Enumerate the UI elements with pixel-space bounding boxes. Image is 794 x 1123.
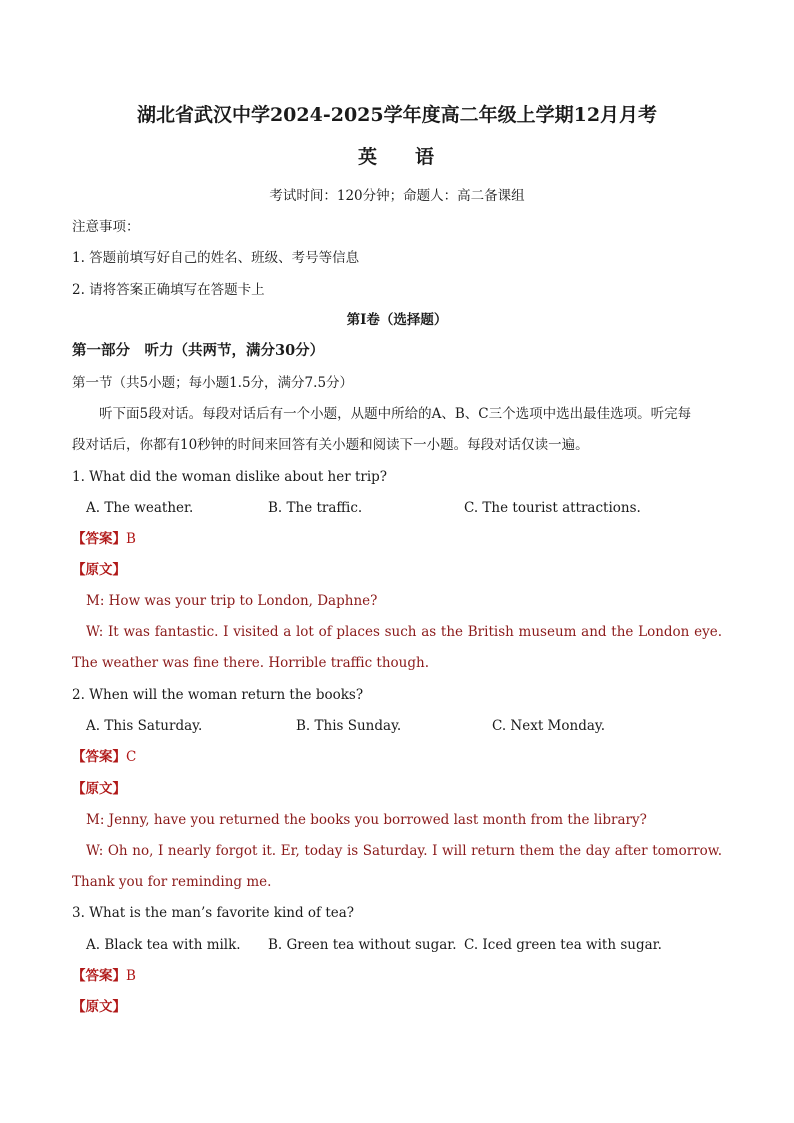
part1-title: 第一部分 听力（共两节，满分30分）	[72, 342, 325, 359]
q2-answer	[72, 748, 136, 766]
answer-label: 【答案】	[72, 749, 126, 765]
answer-label: 【答案】	[72, 968, 126, 984]
q2-option-b: B. This Sunday.	[296, 718, 402, 734]
question-2: 2. When will the woman return the books?	[72, 687, 364, 703]
q3-option-c: C. Iced green tea with sugar.	[464, 937, 662, 953]
q2-transcript-line-2: W: Oh no, I nearly forgot it. Er, today is Saturday. I will return them the day after tomorrow. Thank you for reminding me.	[72, 843, 722, 890]
notes-item-2: 2. 请将答案正确填写在答题卡上	[72, 282, 265, 298]
q3-answer-value: B	[126, 968, 136, 984]
subject-char-2: 语	[415, 146, 437, 168]
question-1: 1. What did the woman dislike about her trip?	[72, 469, 388, 485]
section1-title: 第一节（共5小题；每小题1.5分，满分7.5分）	[72, 375, 354, 391]
subject-title	[0, 148, 794, 166]
notes-heading: 注意事项：	[72, 219, 140, 235]
q2-option-c: C. Next Monday.	[492, 718, 606, 734]
volume-title: 第I卷（选择题）	[346, 312, 448, 328]
q1-option-b: B. The traffic.	[268, 500, 363, 516]
q1-transcript-line-2: W: It was fantastic. I visited a lot of places such as the British museum and the London eye. The weather was fine there. Horrible traffic though.	[72, 624, 722, 671]
q2-answer-value: C	[126, 749, 137, 765]
notes-item-1: 1. 答题前填写好自己的姓名、班级、考号等信息	[72, 250, 360, 266]
instructions-line-1: 听下面5段对话。每段对话后有一个小题，从题中所给的A、B、C三个选项中选出最佳选项。听完每	[99, 406, 692, 422]
exam-title: 湖北省武汉中学2024-2025学年度高二年级上学期12月月考	[136, 104, 658, 126]
q1-option-c: C. The tourist attractions.	[464, 500, 641, 516]
q1-answer-value: B	[126, 531, 136, 547]
exam-info: 考试时间：120分钟；命题人：高二备课组	[269, 188, 525, 204]
answer-label: 【答案】	[72, 531, 126, 547]
q3-option-b: B. Green tea without sugar.	[268, 937, 457, 953]
q3-original-label: 【原文】	[72, 999, 126, 1015]
q2-option-a: A. This Saturday.	[86, 718, 203, 734]
q3-option-a: A. Black tea with milk.	[86, 937, 241, 953]
subject-char-1: 英	[357, 146, 379, 168]
question-3: 3. What is the man’s favorite kind of tea?	[72, 905, 355, 921]
q1-answer	[72, 530, 136, 548]
q2-original-label: 【原文】	[72, 781, 126, 797]
instructions-line-2: 段对话后，你都有10秒钟的时间来回答有关小题和阅读下一小题。每段对话仅读一遍。	[72, 437, 589, 453]
q1-original-label: 【原文】	[72, 562, 126, 578]
q1-option-a: A. The weather.	[86, 500, 194, 516]
q2-transcript-line-1: M: Jenny, have you returned the books you borrowed last month from the library?	[86, 812, 647, 828]
q3-answer	[72, 967, 136, 985]
q1-transcript-line-1: M: How was your trip to London, Daphne?	[86, 593, 378, 609]
